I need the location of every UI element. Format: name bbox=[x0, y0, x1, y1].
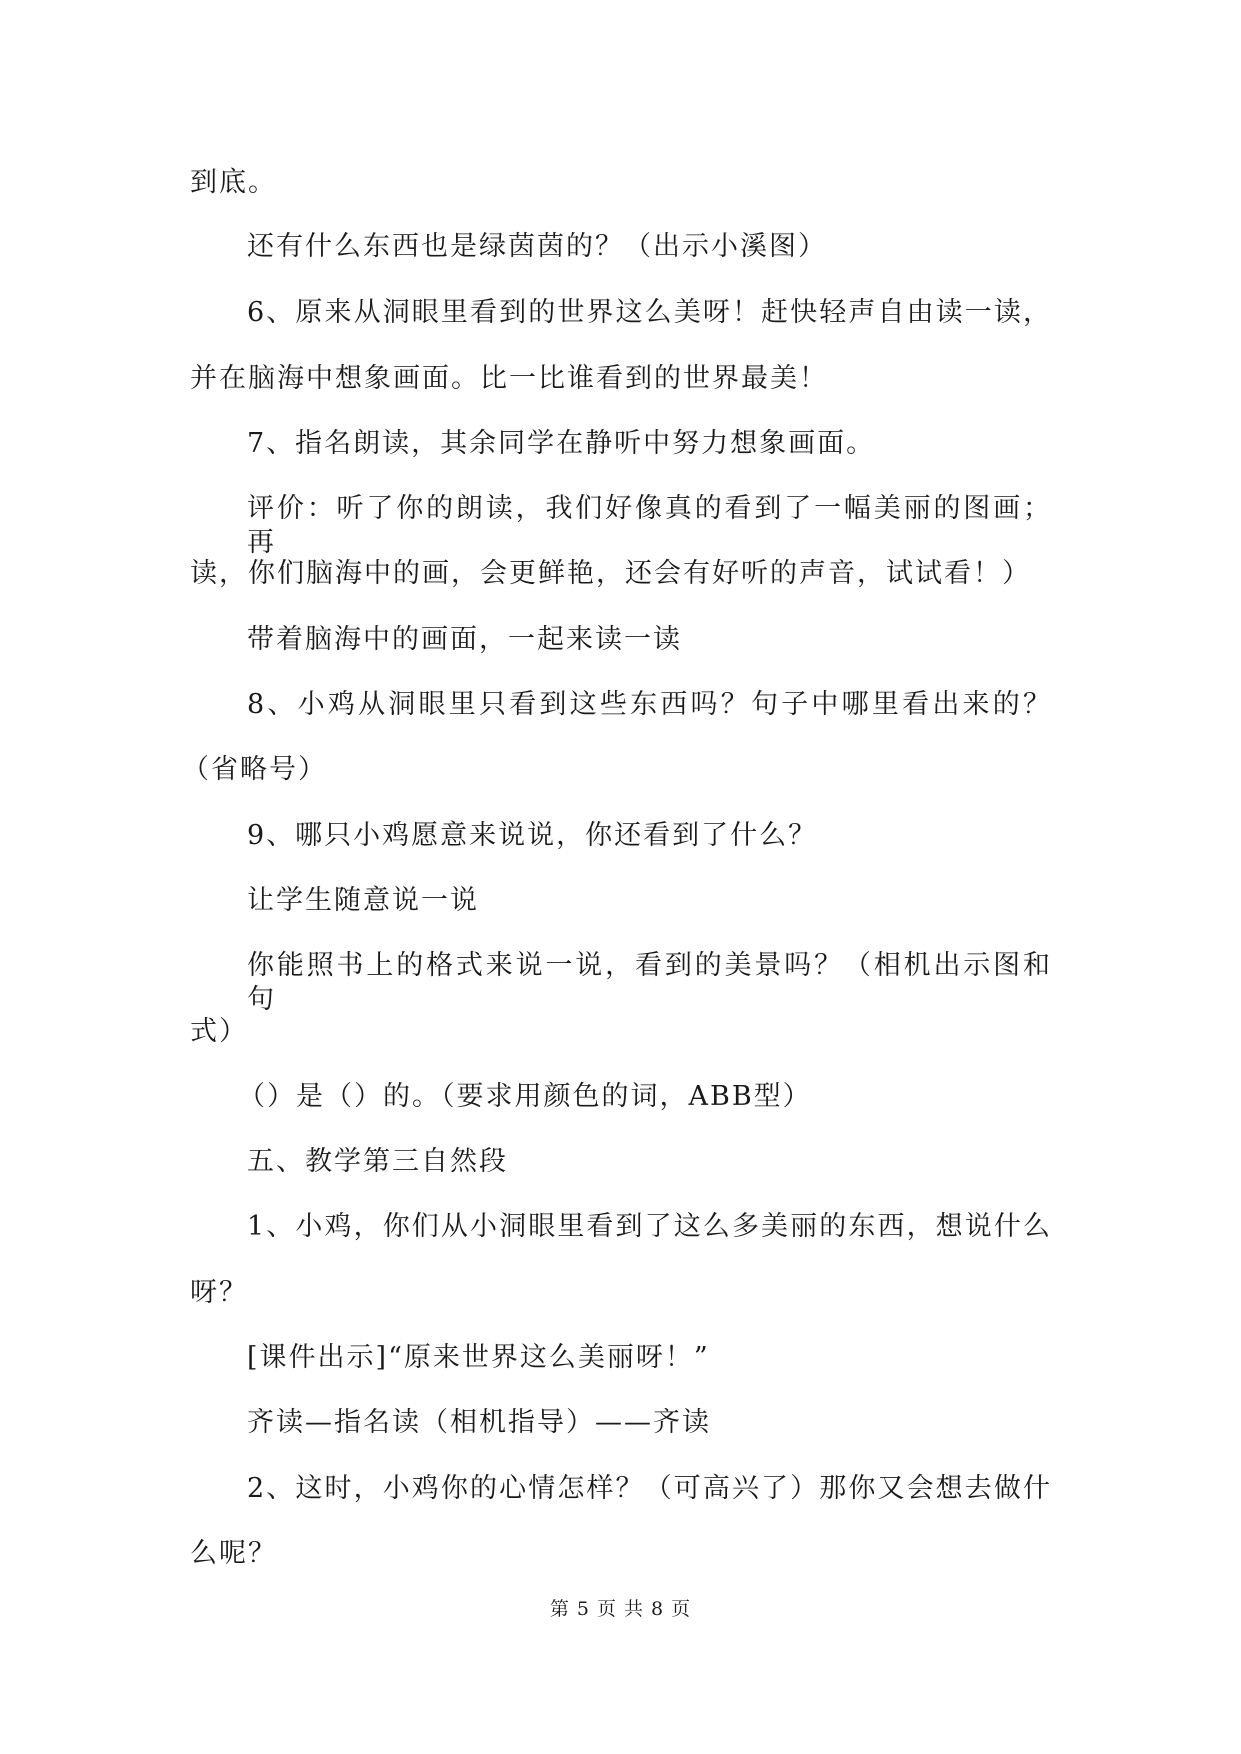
text-line-17: 1、小鸡，你们从小洞眼里看到了这么多美丽的东西，想说什么 bbox=[247, 1211, 1052, 1242]
text-line-5: 7、指名朗读，其余同学在静听中努力想象画面。 bbox=[247, 428, 876, 459]
text-line-16: 五、教学第三自然段 bbox=[247, 1146, 508, 1177]
text-line-4: 并在脑海中想象画面。比一比谁看到的世界最美！ bbox=[190, 363, 828, 394]
text-line-7: 读，你们脑海中的画，会更鲜艳，还会有好听的声音，试试看！） bbox=[190, 558, 1031, 589]
text-line-22: 么呢？ bbox=[190, 1538, 277, 1569]
text-line-14: 式） bbox=[190, 1016, 248, 1047]
text-line-20: 齐读—指名读（相机指导）——齐读 bbox=[247, 1407, 711, 1438]
text-line-18: 呀？ bbox=[190, 1277, 248, 1308]
text-line-2: 还有什么东西也是绿茵茵的？（出示小溪图） bbox=[247, 231, 827, 262]
page-footer: 第 5 页 共 8 页 bbox=[549, 1598, 692, 1620]
text-line-19: [课件出示]“原来世界这么美丽呀！” bbox=[247, 1342, 710, 1373]
text-line-21: 2、这时，小鸡你的心情怎样？（可高兴了）那你又会想去做什 bbox=[247, 1473, 1052, 1504]
text-line-13: 你能照书上的格式来说一说，看到的美景吗？（相机出示图和句 bbox=[247, 950, 1052, 1015]
text-line-11: 9、哪只小鸡愿意来说说，你还看到了什么？ bbox=[247, 820, 818, 851]
text-line-6: 评价：听了你的朗读，我们好像真的看到了一幅美丽的图画；再 bbox=[247, 493, 1052, 558]
text-line-10: （省略号） bbox=[182, 754, 327, 785]
text-line-8: 带着脑海中的画面，一起来读一读 bbox=[247, 624, 682, 655]
text-line-9: 8、小鸡从洞眼里只看到这些东西吗？句子中哪里看出来的？ bbox=[247, 689, 1052, 720]
text-line-1: 到底。 bbox=[190, 167, 277, 198]
text-line-12: 让学生随意说一说 bbox=[247, 885, 479, 916]
text-line-15: （）是（）的。（要求用颜色的词，ABB型） bbox=[238, 1081, 812, 1112]
text-line-3: 6、原来从洞眼里看到的世界这么美呀！赶快轻声自由读一读， bbox=[247, 297, 1052, 328]
